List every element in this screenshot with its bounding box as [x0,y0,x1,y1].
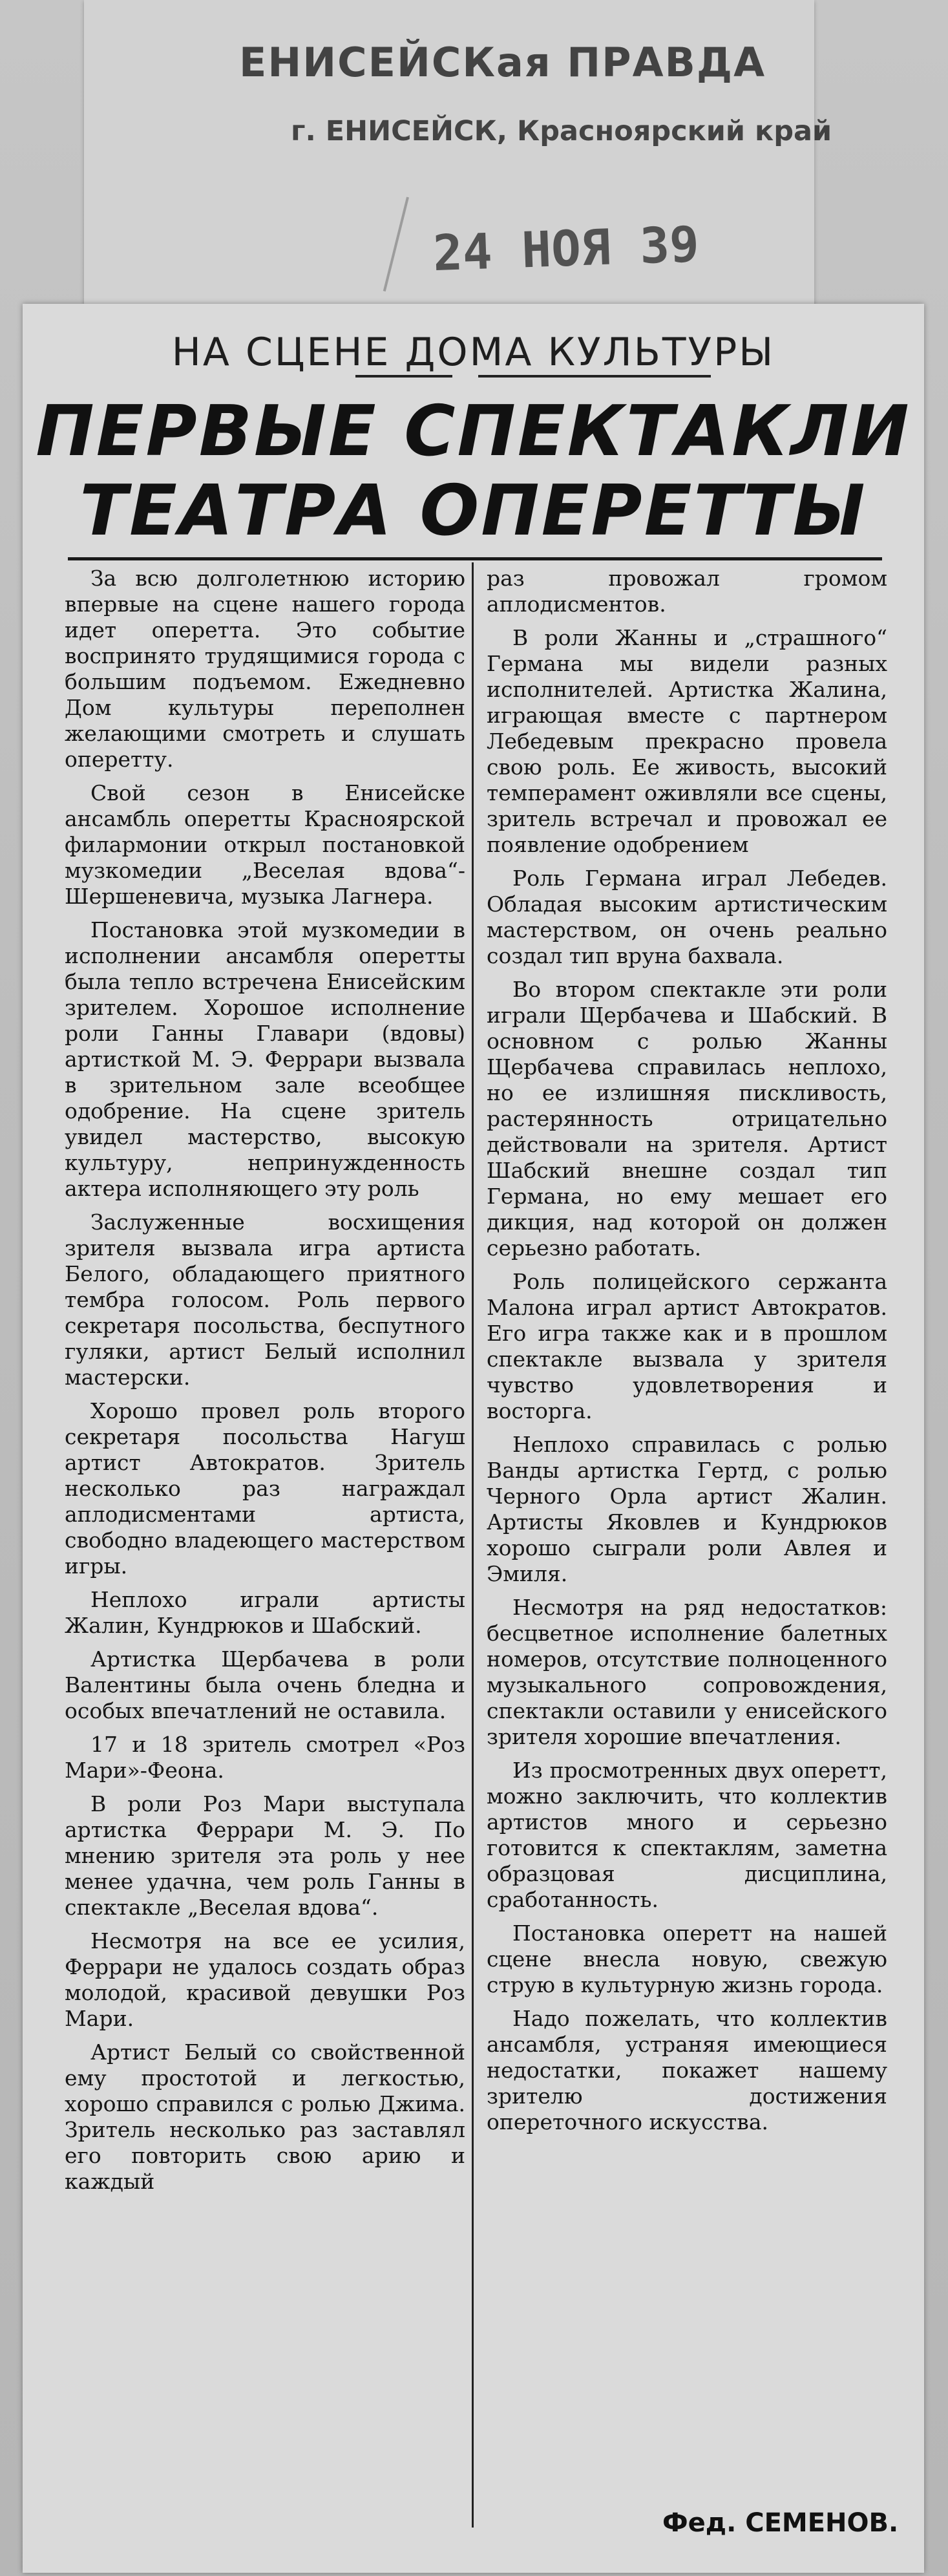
paragraph: За всю долголетнюю историю впервые на сцене нашего города идет оперетта. Это событие воспринято трудящимися города с большим подъемом. Ежедневно Дом культуры переполнен желающими смотреть и слушать оперетту. [65,566,465,772]
newspaper-clipping [23,304,924,2573]
paragraph: Артист Белый со свойственной ему простотой и легкостью, хорошо справился с ролью Джима. Зритель несколько раз заставлял его повторить свою арию и каждый [65,2039,465,2194]
headline-line-1: ПЕРВЫЕ СПЕКТАКЛИ [36,391,911,472]
headline-rule [68,557,882,560]
paragraph: В роли Жанны и „страшного“ Германа мы видели разных исполнителей. Артистка Жалина, играющая вместе с партнером Лебедевым прекрасно провела свою роль. Ее живость, высокий темперамент оживляли все сцены, зритель встречал и провожал ее появление одобрением [487,625,887,857]
paragraph: Постановка этой музкомедии в исполнении ансамбля оперетты была тепло встречена Енисейским зрителем. Хорошое исполнение роли Ганны Главари (вдовы) артисткой М. Э. Феррари вызвала в зрительном зале всеобщее одобрение. На сцене зритель увидел мастерство, высокую культуру, непринужденность актера исполняющего эту роль [65,917,465,1201]
paragraph: Постановка оперетт на нашей сцене внесла новую, свежую струю в культурную жизнь города. [487,1921,887,1997]
newspaper-name-stamp: ЕНИСЕЙСКая ПРАВДА [239,39,766,86]
rubric-underline-right [478,375,711,378]
column-separator [472,562,474,2528]
paragraph: Несмотря на ряд недостатков: бесцветное исполнение балетных номеров, отсутствие полноценного музыкального сопровождения, спектакли оставили у енисейского зрителя хорошие впечатления. [487,1595,887,1749]
headline-line-2: ТЕАТРА ОПЕРЕТТЫ [79,471,867,551]
header-slip [84,0,832,306]
paragraph: Из просмотренных двух оперетт, можно заключить, что коллектив артистов много и серьезно готовится к спектаклям, заметна образцовая дисциплина, сработанность. [487,1758,887,1912]
paragraph: В роли Роз Мари выступала артистка Феррари М. Э. По мнению зрителя эта роль у нее менее удачна, чем роль Ганны в спектакле „Веселая вдова“. [65,1791,465,1920]
paragraph: Неплохо справилась с ролью Ванды артистка Гертд, с ролью Черного Орла артист Жалин. Артисты Яковлев и Кундрюков хорошо сыграли роли Авлея и Эмиля. [487,1432,887,1586]
paragraph: Надо пожелать, что коллектив ансамбля, устраняя имеющиеся недостатки, покажет нашему зрителю достижения опереточного искусства. [487,2006,887,2134]
paragraph: Роль Германа играл Лебедев. Обладая высоким артистическим мастерством, он очень реально создал тип вруна бахвала. [487,866,887,968]
paragraph: Свой сезон в Енисейске ансамбль оперетты Красноярской филармонии открыл постановкой музкомедии „Веселая вдова“-Шершеневича, музыка Лагнера. [65,780,465,909]
article-column-left [65,566,465,2202]
paragraph-continuation: раз провожал громом аплодисментов. [487,566,887,617]
paragraph: 17 и 18 зритель смотрел «Роз Мари»-Феона. [65,1732,465,1783]
rubric-underline-left [355,375,452,378]
paragraph: Роль полицейского сержанта Малона играл артист Автократов. Его игра также как и в прошлом спектакле вызвала у зрителя чувство удовлетворения и восторга. [487,1269,887,1423]
date-stamp: 24 НОЯ 39 [432,215,700,282]
paragraph: Несмотря на все ее усилия, Феррари не удалось создать образ молодой, красивой девушки Роз Мари. [65,1928,465,2031]
article-column-right [487,566,887,2143]
paragraph: Заслуженные восхищения зрителя вызвала игра артиста Белого, обладающего приятного тембра голосом. Роль первого секретаря посольства, беспутного гуляки, артист Белый исполнил мастерски. [65,1209,465,1390]
paragraph: Хорошо провел роль второго секретаря посольства Нагуш артист Автократов. Зритель несколько раз награждал аплодисментами артиста, свободно владеющего мастерством игры. [65,1398,465,1579]
paragraph: Во втором спектакле эти роли играли Щербачева и Шабский. В основном с ролью Жанны Щербачева справилась неплохо, но ее излишняя пискливость, растерянность отрицательно действовали на зрителя. Артист Шабский внешне создал тип Германа, но ему мешает его дикция, над которой он должен серьезно работать. [487,977,887,1261]
author-signature: Фед. СЕМЕНОВ. [662,2508,899,2538]
city-region-stamp: г. ЕНИСЕЙСК, Красноярский край [291,115,832,147]
paragraph: Неплохо играли артисты Жалин, Кундрюков и Шабский. [65,1587,465,1638]
article-rubric: НА СЦЕНЕ ДОМА КУЛЬТУРЫ [171,330,775,375]
paragraph: Артистка Щербачева в роли Валентины была очень бледна и особых впечатлений не оставила. [65,1646,465,1723]
